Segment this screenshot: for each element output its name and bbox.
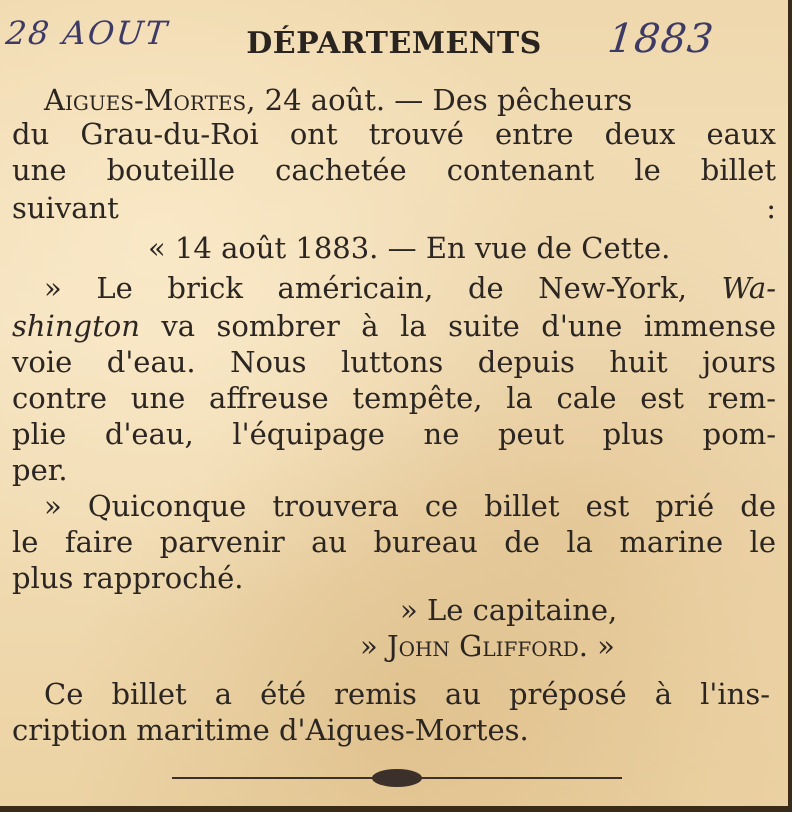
article-line — [44, 676, 770, 712]
article-text-run: . » — [578, 629, 615, 663]
article-text-run: une bouteille cachetée contenant le billet — [12, 153, 776, 187]
article-line — [12, 116, 776, 152]
article-text-run: , 24 août. — Des pêcheurs — [246, 83, 633, 117]
article-line — [12, 152, 776, 188]
article-text-run: Aigues-Mortes — [44, 83, 247, 117]
ornament-flourish — [372, 769, 422, 787]
article-line — [400, 592, 617, 628]
article-text-run: » Le capitaine, — [400, 593, 618, 627]
article-text-run: » — [360, 629, 387, 663]
article-text-run: contre une affreuse tempête, la cale est rem- — [12, 381, 776, 415]
article-line — [44, 488, 776, 524]
article-text-run: Wa- — [721, 271, 776, 305]
article-text-run: va sombrer à la suite d'une immense — [139, 309, 776, 343]
article-line — [12, 524, 776, 560]
article-line — [12, 308, 776, 344]
handwritten-year: 1883 — [605, 16, 717, 62]
article-line — [12, 380, 776, 416]
article-text-run: le faire parvenir au bureau de la marine le — [12, 525, 776, 559]
article-line — [44, 82, 632, 118]
article-text-run: suivant : — [12, 191, 776, 225]
section-heading: DÉPARTEMENTS — [246, 26, 542, 61]
article-text-run: » Quiconque trouvera ce billet est prié de — [44, 489, 776, 523]
article-text-run: John Glifford — [386, 629, 579, 663]
article-text-run: cription maritime d'Aigues-Mortes. — [12, 713, 529, 747]
article-line — [12, 190, 776, 226]
article-text-run: per. — [12, 453, 68, 487]
article-text-run: plie d'eau, l'équipage ne peut plus pom- — [12, 417, 776, 451]
article-line — [12, 712, 529, 748]
article-line — [148, 230, 670, 266]
article-line — [12, 416, 776, 452]
article-text-run: plus rapproché. — [12, 561, 244, 595]
article-line — [44, 270, 776, 306]
article-line — [360, 628, 615, 664]
article-text-run: voie d'eau. Nous luttons depuis huit jours — [12, 345, 776, 379]
article-text-run: « 14 août 1883. — En vue de Cette. — [148, 231, 671, 265]
article-line — [12, 560, 244, 596]
handwritten-date: 28 AOUT — [4, 14, 171, 52]
article-line — [12, 344, 776, 380]
article-line — [12, 452, 68, 488]
article-text-run: » Le brick américain, de New-York, — [44, 271, 722, 305]
article-text-run: shington — [12, 309, 140, 343]
article-text-run: Ce billet a été remis au préposé à l'ins- — [44, 677, 770, 711]
article-text-run: du Grau-du-Roi ont trouvé entre deux eaux — [12, 117, 776, 151]
